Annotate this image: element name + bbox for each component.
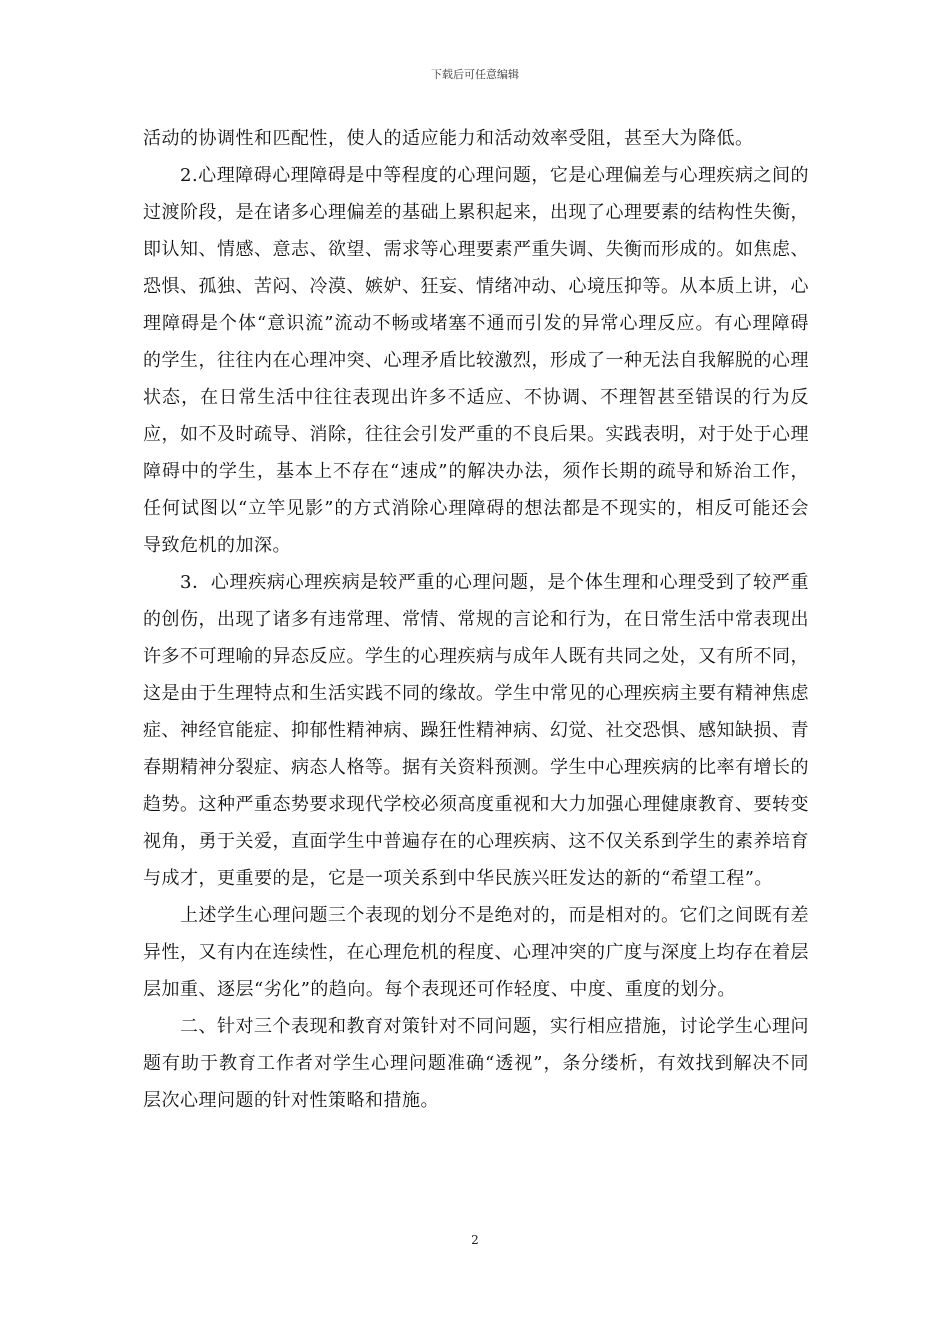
paragraph-psychological-disease: 3．心理疾病心理疾病是较严重的心理问题，是个体生理和心理受到了较严重的创伤，出现了诸多有违常理、常情、常规的言论和行为，在日常生活中常表现出许多不可理喻的异态反应。学生的心理疾病与成年人既有共同之处，又有所不同，这是由于生理特点和生活实践不同的缘故。学生中常见的心理疾病主要有精神焦虑症、神经官能症、抑郁性精神病、躁狂性精神病、幻觉、社交恐惧、感知缺损、青春期精神分裂症、病态人格等。据有关资料预测。学生中心理疾病的比率有增长的趋势。这种严重态势要求现代学校必须高度重视和大力加强心理健康教育、要转变视角，勇于关爱，直面学生中普遍存在的心理疾病、这不仅关系到学生的素养培育与成才，更重要的是，它是一项关系到中华民族兴旺发达的新的“希望工程”。 [143, 572, 809, 889]
paragraph-classification-note: 上述学生心理问题三个表现的划分不是绝对的，而是相对的。它们之间既有差异性，又有内在连续性，在心理危机的程度、心理冲突的广度与深度上均存在着层层加重、逐层“劣化”的趋向。每个表现还可作轻度、中度、重度的划分。 [143, 905, 809, 1000]
paragraph-psychological-disorder: 2.心理障碍心理障碍是中等程度的心理问题，它是心理偏差与心理疾病之间的过渡阶段，是在诸多心理偏差的基础上累积起来，出现了心理要素的结构性失衡，即认知、情感、意志、欲望、需求等心理要素严重失调、失衡而形成的。如焦虑、恐惧、孤独、苦闷、冷漠、嫉妒、狂妄、情绪冲动、心境压抑等。从本质上讲，心理障碍是个体“意识流”流动不畅或堵塞不通而引发的异常心理反应。有心理障碍的学生，往往内在心理冲突、心理矛盾比较激烈，形成了一种无法自我解脱的心理状态，在日常生活中往往表现出许多不适应、不协调、不理智甚至错误的行为反应，如不及时疏导、消除，往往会引发严重的不良后果。实践表明，对于处于心理障碍中的学生，基本上不存在“速成”的解决办法，须作长期的疏导和矫治工作，任何试图以“立竿见影”的方式消除心理障碍的想法都是不现实的，相反可能还会导致危机的加深。 [143, 165, 809, 556]
document-body [143, 120, 809, 1119]
paragraph-section-two: 二、针对三个表现和教育对策针对不同问题，实行相应措施，讨论学生心理问题有助于教育工作者对学生心理问题准确“透视”，条分缕析，有效找到解决不同层次心理问题的针对性策略和措施。 [143, 1016, 809, 1111]
page-number: 2 [471, 1233, 479, 1247]
page-header: 下载后可任意编辑 [431, 68, 519, 81]
paragraph-continuation: 活动的协调性和匹配性，使人的适应能力和活动效率受阻，甚至大为降低。 [143, 128, 754, 149]
